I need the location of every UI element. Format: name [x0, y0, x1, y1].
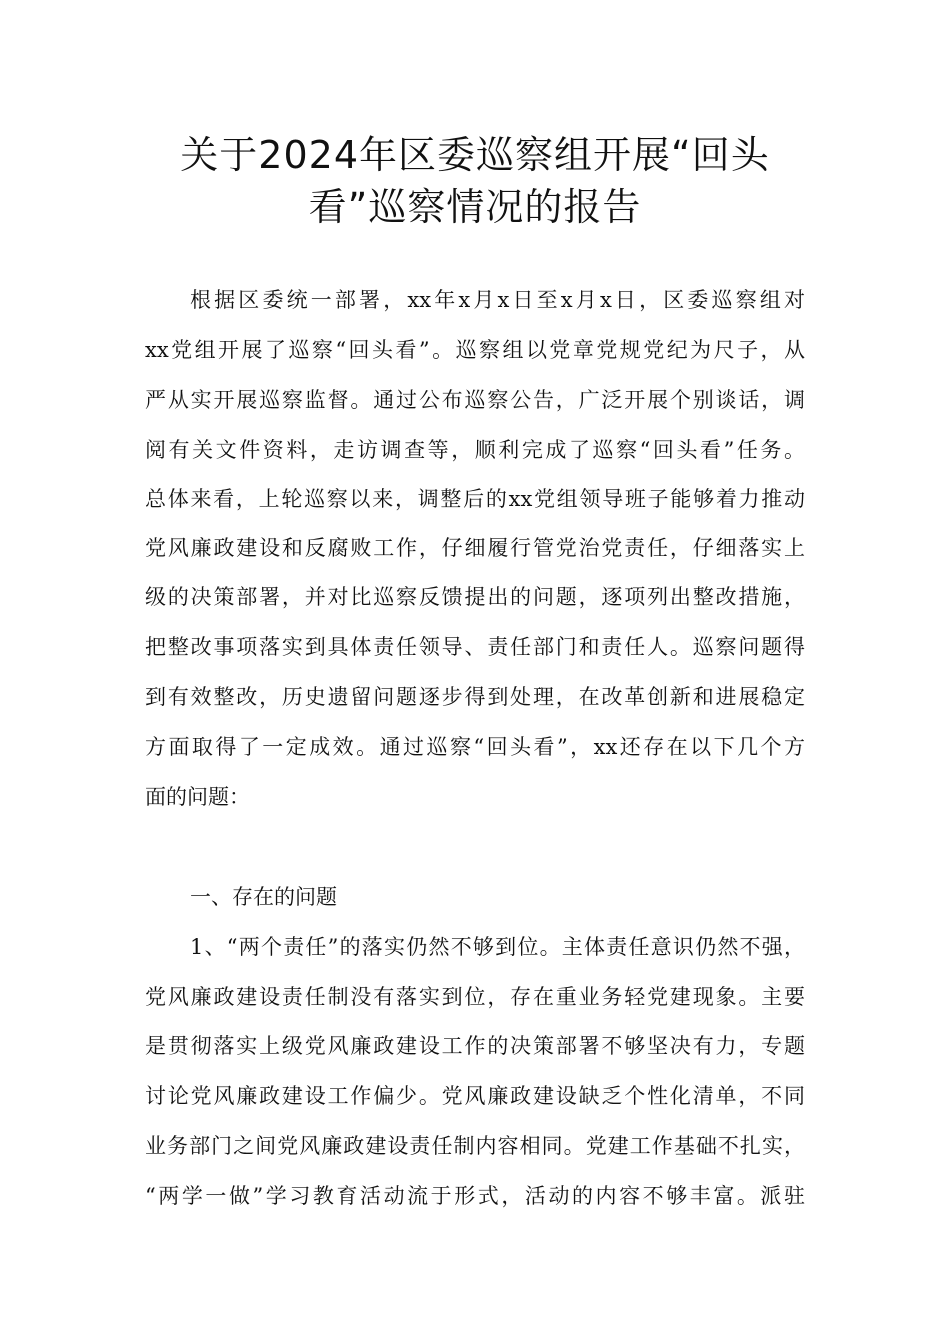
- paragraph-1-line: 把整改事项落实到具体责任领导、责任部门和责任人。巡察问题得: [145, 635, 805, 659]
- paragraph-1-line: 总体来看，上轮巡察以来，调整后的xx党组领导班子能够着力推动: [145, 487, 805, 511]
- paragraph-2-line: “两学一做”学习教育活动流于形式，活动的内容不够丰富。派驻: [145, 1184, 805, 1208]
- paragraph-1-line: 面的问题：: [145, 785, 250, 809]
- paragraph-2-line: 是贯彻落实上级党风廉政建设工作的决策部署不够坚决有力，专题: [145, 1034, 805, 1058]
- paragraph-2-line: 讨论党风廉政建设工作偏少。党风廉政建设缺乏个性化清单，不同: [145, 1084, 805, 1108]
- paragraph-1-line: xx党组开展了巡察“回头看”。巡察组以党章党规党纪为尺子，从: [145, 338, 805, 362]
- paragraph-2-line: 党风廉政建设责任制没有落实到位，存在重业务轻党建现象。主要: [145, 985, 805, 1009]
- paragraph-1-line: 级的决策部署，并对比巡察反馈提出的问题，逐项列出整改措施，: [145, 585, 805, 609]
- paragraph-1-line: 根据区委统一部署，xx年x月x日至x月x日，区委巡察组对: [190, 288, 805, 312]
- paragraph-1-line: 党风廉政建设和反腐败工作，仔细履行管党治党责任，仔细落实上: [145, 536, 805, 560]
- document-title-line-1: 关于2024年区委巡察组开展“回头: [180, 133, 770, 177]
- paragraph-1-line: 方面取得了一定成效。通过巡察“回头看”，xx还存在以下几个方: [145, 735, 805, 759]
- paragraph-1-line: 到有效整改，历史遗留问题逐步得到处理，在改革创新和进展稳定: [145, 685, 805, 709]
- document-title-line-2: 看”巡察情况的报告: [308, 185, 642, 229]
- section-heading: 一、存在的问题: [190, 885, 337, 909]
- paragraph-1-line: 严从实开展巡察监督。通过公布巡察公告，广泛开展个别谈话，调: [145, 388, 805, 412]
- paragraph-1-line: 阅有关文件资料，走访调查等，顺利完成了巡察“回头看”任务。: [145, 438, 805, 462]
- paragraph-2-line: 业务部门之间党风廉政建设责任制内容相同。党建工作基础不扎实，: [145, 1134, 805, 1158]
- paragraph-2-line: 1、“两个责任”的落实仍然不够到位。主体责任意识仍然不强，: [190, 935, 805, 959]
